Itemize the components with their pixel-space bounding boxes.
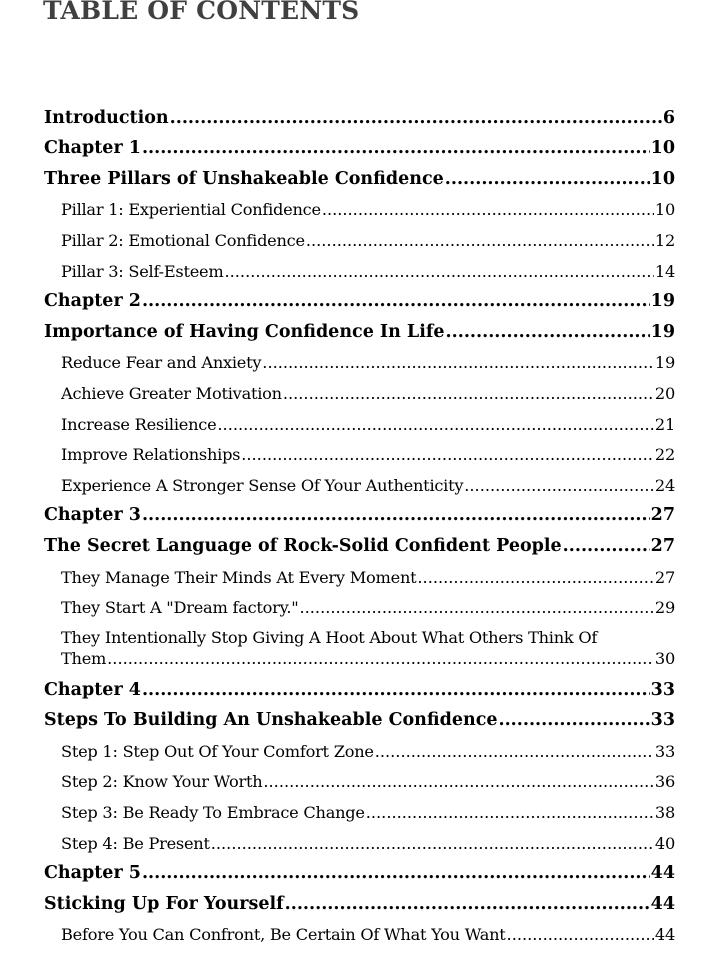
- toc-entry-page: 10: [654, 200, 675, 220]
- dot-leader: [142, 138, 650, 158]
- toc-entry-page: 33: [650, 679, 675, 700]
- dot-leader: [499, 710, 650, 730]
- toc-entry-page: 10: [650, 168, 675, 189]
- dot-leader: [322, 200, 654, 219]
- toc-entry-step-4[interactable]: [0, 828, 720, 859]
- toc-entry-page: 19: [650, 321, 675, 342]
- toc-entry-page: 27: [650, 535, 675, 556]
- dot-leader: [142, 291, 650, 311]
- toc-entry-chapter-1[interactable]: [0, 134, 720, 165]
- dot-leader: [224, 262, 653, 281]
- dot-leader: [306, 231, 654, 250]
- toc-entry-page: 12: [654, 230, 675, 250]
- toc-entry-page: 24: [654, 475, 675, 495]
- toc-entry-three-pillars[interactable]: [0, 164, 720, 195]
- toc-entry-authenticity[interactable]: [0, 470, 720, 501]
- toc-entry-label: Improve Relationships: [61, 445, 241, 465]
- toc-entry-pillar-1[interactable]: [0, 195, 720, 226]
- dot-leader: [446, 322, 650, 342]
- toc-entry-label: They Manage Their Minds At Every Moment: [61, 567, 417, 587]
- dot-leader: [211, 834, 654, 853]
- toc-entry-secret-language[interactable]: [0, 531, 720, 562]
- dot-leader: [142, 680, 650, 700]
- toc-entry-label: Three Pillars of Unshakeable Confidence: [44, 168, 444, 189]
- toc-entry-label: Chapter 4: [44, 679, 141, 700]
- toc-entry-label: Chapter 2: [44, 291, 141, 312]
- dot-leader: [142, 863, 650, 883]
- toc-entry-page: 14: [654, 261, 675, 281]
- dot-leader: [563, 536, 650, 556]
- toc-entry-sticking-up[interactable]: [0, 889, 720, 920]
- toc-entry-page: 30: [654, 649, 675, 669]
- toc-entry-label: Importance of Having Confidence In Life: [44, 321, 445, 342]
- toc-entry-label: Chapter 1: [44, 138, 141, 159]
- toc-entry-page: 19: [654, 353, 675, 373]
- dot-leader: [299, 598, 653, 617]
- toc-entry-label: Sticking Up For Yourself: [44, 893, 284, 914]
- dot-leader: [142, 505, 650, 525]
- toc-entry-label: Achieve Greater Motivation: [61, 383, 282, 403]
- toc-entry-label: Introduction: [44, 107, 169, 128]
- toc-entry-dream-factory[interactable]: [0, 593, 720, 624]
- toc-entry-page: 22: [654, 445, 675, 465]
- toc-entry-page: 33: [650, 710, 675, 731]
- toc-entry-label: Chapter 5: [44, 863, 141, 884]
- toc-entry-reduce-fear[interactable]: [0, 348, 720, 379]
- dot-leader: [285, 894, 650, 914]
- toc-entry-page: 20: [654, 383, 675, 403]
- toc-entry-page: 10: [650, 138, 675, 159]
- toc-entry-label: They Intentionally Stop Giving A Hoot About What Others Think Of: [61, 628, 598, 648]
- dot-leader: [283, 384, 654, 403]
- toc-entry-label: Chapter 3: [44, 505, 141, 526]
- dot-leader: [263, 772, 654, 791]
- toc-entry-introduction[interactable]: [0, 103, 720, 134]
- toc-entry-before-you-confront[interactable]: [0, 920, 720, 951]
- toc-entry-page: 44: [650, 863, 675, 884]
- toc-entry-label: Step 4: Be Present: [61, 833, 210, 853]
- toc-entry-page: 40: [654, 833, 675, 853]
- toc-entry-step-2[interactable]: [0, 767, 720, 798]
- toc-entry-label: Experience A Stronger Sense Of Your Authenticity: [61, 475, 464, 495]
- table-of-contents: [0, 103, 720, 950]
- toc-entry-steps-to-building[interactable]: [0, 706, 720, 737]
- toc-entry-label: Step 2: Know Your Worth: [61, 772, 263, 792]
- toc-entry-page: 21: [654, 414, 675, 434]
- toc-entry-page: 29: [654, 598, 675, 618]
- toc-entry-chapter-2[interactable]: [0, 287, 720, 318]
- toc-entry-page: 33: [654, 741, 675, 761]
- dot-leader: [217, 415, 653, 434]
- dot-leader: [107, 648, 654, 669]
- toc-entry-page: 27: [650, 505, 675, 526]
- dot-leader: [262, 353, 654, 372]
- toc-entry-label: Pillar 2: Emotional Confidence: [61, 230, 305, 250]
- toc-entry-page: 44: [650, 893, 675, 914]
- toc-entry-stop-giving-a-hoot[interactable]: [0, 623, 720, 675]
- toc-entry-label: Before You Can Confront, Be Certain Of What You Want: [61, 925, 506, 945]
- dot-leader: [417, 568, 653, 587]
- toc-entry-label: Step 3: Be Ready To Embrace Change: [61, 803, 365, 823]
- toc-entry-chapter-5[interactable]: [0, 859, 720, 890]
- toc-entry-label: They Start A "Dream factory.": [61, 598, 299, 618]
- toc-entry-importance-of-confidence[interactable]: [0, 317, 720, 348]
- toc-entry-chapter-3[interactable]: [0, 501, 720, 532]
- toc-entry-increase-resilience[interactable]: [0, 409, 720, 440]
- toc-entry-page: 44: [654, 925, 675, 945]
- dot-leader: [507, 925, 654, 944]
- toc-entry-label: Step 1: Step Out Of Your Comfort Zone: [61, 741, 374, 761]
- toc-entry-step-3[interactable]: [0, 797, 720, 828]
- toc-entry-chapter-4[interactable]: [0, 675, 720, 706]
- toc-entry-label: Pillar 1: Experiential Confidence: [61, 200, 321, 220]
- page-title: TABLE OF CONTENTS: [43, 0, 360, 25]
- toc-entry-improve-relationships[interactable]: [0, 440, 720, 471]
- toc-entry-achieve-motivation[interactable]: [0, 378, 720, 409]
- toc-entry-page: 19: [650, 291, 675, 312]
- toc-entry-label-continued: Them: [61, 649, 107, 669]
- toc-entry-page: 36: [654, 772, 675, 792]
- toc-entry-pillar-2[interactable]: [0, 225, 720, 256]
- toc-entry-label: Reduce Fear and Anxiety: [61, 353, 262, 373]
- toc-entry-page: 38: [654, 803, 675, 823]
- dot-leader: [375, 742, 654, 761]
- toc-entry-label: The Secret Language of Rock-Solid Confident People: [44, 535, 562, 556]
- dot-leader: [241, 445, 654, 464]
- toc-entry-label: Steps To Building An Unshakeable Confidence: [44, 710, 498, 731]
- toc-entry-pillar-3[interactable]: [0, 256, 720, 287]
- toc-entry-page: 27: [654, 567, 675, 587]
- dot-leader: [464, 476, 654, 495]
- dot-leader: [366, 803, 654, 822]
- toc-entry-manage-minds[interactable]: [0, 562, 720, 593]
- toc-entry-step-1[interactable]: [0, 736, 720, 767]
- dot-leader: [170, 108, 662, 128]
- toc-entry-page: 6: [662, 107, 675, 128]
- toc-entry-label: Pillar 3: Self-Esteem: [61, 261, 224, 281]
- toc-entry-label: Increase Resilience: [61, 414, 217, 434]
- dot-leader: [445, 169, 650, 189]
